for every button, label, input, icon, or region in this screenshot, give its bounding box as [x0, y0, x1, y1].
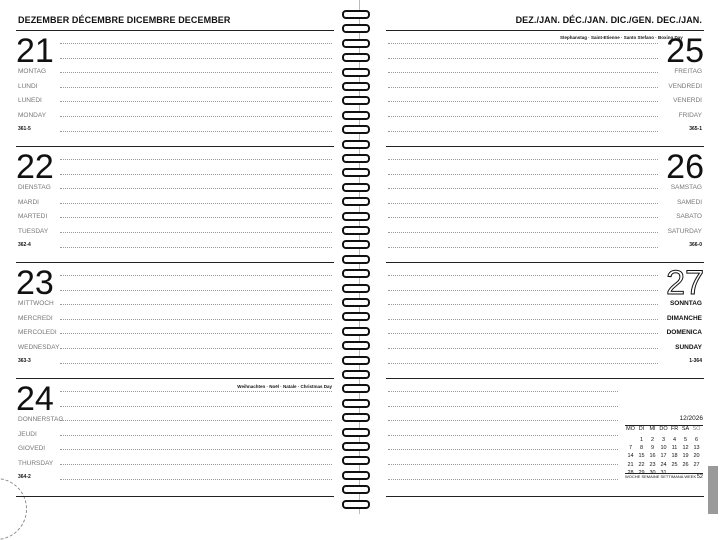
mini-calendar-weekday: DI — [638, 426, 645, 432]
writing-line — [60, 319, 332, 320]
spiral-coil — [342, 197, 370, 206]
writing-line — [60, 116, 332, 117]
spiral-coil — [342, 485, 370, 494]
writing-line — [388, 116, 658, 117]
weekday-name: MERCOLEDI — [18, 329, 57, 337]
day-divider — [16, 146, 334, 147]
writing-line — [60, 101, 332, 102]
mini-calendar-day: 17 — [660, 453, 667, 460]
writing-line — [388, 159, 658, 160]
spiral-coil — [342, 168, 370, 177]
writing-line — [60, 304, 332, 305]
spiral-coil — [342, 183, 370, 192]
mini-calendar-weekday: DO — [659, 426, 668, 432]
writing-line — [388, 131, 658, 132]
day-divider — [16, 30, 334, 31]
weekday-name: MARTEDI — [18, 213, 48, 221]
spiral-coil — [342, 82, 370, 91]
writing-line — [60, 87, 332, 88]
mini-calendar-weekday: FR — [670, 426, 679, 432]
mini-calendar-weekday: SO — [692, 426, 701, 432]
writing-line — [388, 43, 658, 44]
day-number: 25 — [666, 32, 704, 70]
writing-line — [388, 406, 618, 407]
writing-line — [60, 479, 332, 480]
writing-line — [388, 275, 658, 276]
header-left: DEZEMBER DÉCEMBRE DICEMBRE DECEMBER — [18, 15, 231, 25]
spiral-coil — [342, 341, 370, 350]
weekday-name: MONDAY — [18, 111, 47, 119]
writing-line — [60, 290, 332, 291]
weekday-name: DOMENICA — [666, 329, 702, 337]
mini-calendar-day: 30 — [649, 469, 656, 476]
writing-line — [388, 304, 658, 305]
writing-line — [60, 420, 332, 421]
spiral-coil — [342, 111, 370, 120]
writing-line — [388, 479, 618, 480]
spiral-coil — [342, 312, 370, 321]
weekday-name: MONTAG — [18, 68, 47, 75]
spiral-coil — [342, 428, 370, 437]
weekday-name: DIENSTAG — [18, 184, 51, 191]
writing-line — [60, 435, 332, 436]
mini-calendar-day: 18 — [671, 453, 678, 460]
mini-calendar-day: 16 — [649, 453, 656, 460]
spiral-coil — [342, 384, 370, 393]
spiral-coil — [342, 212, 370, 221]
day-of-year-code: 361-5 — [18, 126, 31, 132]
writing-line — [60, 247, 332, 248]
mini-calendar-day: 15 — [638, 453, 645, 460]
writing-line — [60, 464, 332, 465]
day-number: 27 — [666, 264, 704, 302]
spiral-coil — [342, 154, 370, 163]
mini-calendar-day: 14 — [627, 453, 634, 460]
writing-line — [388, 247, 658, 248]
writing-line — [60, 72, 332, 73]
mini-calendar-day: 2 — [650, 437, 655, 443]
mini-calendar-day: 20 — [693, 453, 700, 460]
spiral-coil — [342, 226, 370, 235]
weekday-name: SATURDAY — [667, 227, 702, 235]
writing-line — [60, 174, 332, 175]
spiral-coil — [342, 255, 370, 264]
writing-line — [388, 217, 658, 218]
spiral-coil — [342, 125, 370, 134]
day-number: 26 — [666, 148, 704, 186]
weekday-name: VENDREDI — [668, 82, 702, 90]
writing-line — [388, 333, 658, 334]
writing-line — [388, 290, 658, 291]
writing-line — [60, 159, 332, 160]
mini-calendar-day: 11 — [671, 445, 678, 452]
mini-calendar-weekday: MI — [649, 426, 656, 432]
spiral-coil — [342, 399, 370, 408]
mini-calendar-day: 19 — [682, 453, 689, 460]
mini-calendar-week-footer — [625, 473, 703, 479]
day-divider — [386, 30, 704, 31]
month-index-tab — [708, 466, 718, 514]
writing-line — [388, 391, 618, 392]
mini-calendar-day: 1 — [639, 437, 644, 443]
weekday-name: DIMANCHE — [666, 314, 702, 322]
spiral-coil — [342, 10, 370, 19]
writing-line — [60, 391, 332, 392]
writing-line — [60, 217, 332, 218]
writing-line — [388, 101, 658, 102]
weekday-name: MARDI — [18, 198, 39, 206]
page-bottom-rule — [16, 496, 334, 497]
writing-line — [388, 449, 618, 450]
writing-line — [60, 348, 332, 349]
weekday-name: SONNTAG — [669, 300, 702, 307]
writing-line — [60, 363, 332, 364]
mini-calendar-day: 12 — [682, 445, 689, 452]
spiral-coil — [342, 269, 370, 278]
spiral-coil — [342, 53, 370, 62]
mini-calendar-day: 8 — [639, 445, 644, 452]
mini-calendar-day: 22 — [638, 461, 645, 468]
weekday-name: THURSDAY — [18, 459, 54, 467]
page-bottom-rule — [386, 496, 704, 497]
writing-line — [60, 58, 332, 59]
mini-calendar-day: 3 — [661, 437, 666, 443]
weekday-name: SUNDAY — [675, 343, 702, 351]
mini-calendar-day: 13 — [693, 445, 700, 452]
day-number: 21 — [16, 32, 54, 70]
writing-line — [60, 406, 332, 407]
writing-line — [60, 203, 332, 204]
writing-line — [388, 363, 658, 364]
mini-calendar-day: 9 — [650, 445, 655, 452]
mini-calendar-day: 6 — [694, 437, 699, 443]
spiral-coil — [342, 140, 370, 149]
weekday-name: SABATO — [676, 213, 702, 221]
day-of-year-code: 362-4 — [18, 242, 31, 248]
mini-calendar-day: 25 — [671, 461, 678, 468]
day-divider — [16, 262, 334, 263]
weekday-name: GIOVEDI — [18, 445, 46, 453]
writing-line — [388, 203, 658, 204]
weekday-name: LUNEDI — [18, 97, 42, 105]
weekday-name: SAMEDI — [677, 198, 702, 206]
weekday-name: SAMSTAG — [670, 184, 702, 191]
week-number: 52 — [696, 474, 703, 480]
spiral-coil — [342, 413, 370, 422]
mini-calendar-day: 27 — [693, 461, 700, 468]
writing-line — [388, 72, 658, 73]
day-number: 22 — [16, 148, 54, 186]
holiday-note: Stephanstag · Saint-Etienne · Santo Stefano · Boxing Day — [560, 35, 683, 40]
day-of-year-code: 363-3 — [18, 358, 31, 364]
spiral-coil — [342, 500, 370, 509]
header-right: DEZ./JAN. DÉC./JAN. DIC./GEN. DEC./JAN. — [515, 15, 702, 25]
writing-line — [388, 174, 658, 175]
writing-line — [60, 232, 332, 233]
spiral-coil — [342, 68, 370, 77]
day-divider — [386, 146, 704, 147]
mini-calendar-day: 31 — [660, 469, 667, 476]
mini-calendar-day: 28 — [627, 469, 634, 476]
day-number: 23 — [16, 264, 54, 302]
writing-line — [388, 232, 658, 233]
mini-calendar-day: 10 — [660, 445, 667, 452]
spiral-coil — [342, 327, 370, 336]
spiral-coil — [342, 356, 370, 365]
weekday-name: JEUDI — [18, 430, 37, 438]
mini-calendar-title: 12/2026 — [679, 415, 703, 422]
weekday-name: TUESDAY — [18, 227, 49, 235]
day-of-year-code: 366-0 — [689, 242, 702, 248]
writing-line — [388, 87, 658, 88]
writing-line — [388, 319, 658, 320]
mini-calendar-day: 24 — [660, 461, 667, 468]
writing-line — [60, 333, 332, 334]
day-divider — [16, 378, 334, 379]
day-number: 24 — [16, 380, 54, 418]
spiral-coil — [342, 39, 370, 48]
day-of-year-code: 365-1 — [689, 126, 702, 132]
weekday-name: MITTWOCH — [18, 300, 54, 307]
mini-calendar-weekday: SA — [681, 426, 690, 432]
day-divider — [386, 378, 704, 379]
mini-calendar-day: 26 — [682, 461, 689, 468]
day-of-year-code: 1-364 — [689, 358, 702, 364]
weekday-name: MERCREDI — [18, 314, 53, 322]
mini-calendar-day: 7 — [628, 445, 633, 452]
writing-line — [388, 348, 658, 349]
writing-line — [388, 420, 618, 421]
mini-calendar-day: 29 — [638, 469, 645, 476]
week-label: WOCHE SEMAINE SETTIMANA WEEK — [625, 474, 697, 479]
spiral-coil — [342, 456, 370, 465]
mini-calendar-weekday: MO — [626, 426, 635, 432]
day-of-year-code: 364-2 — [18, 474, 31, 480]
spiral-coil — [342, 240, 370, 249]
holiday-note: Weihnachten · Noël · Natale · Christmas Day — [237, 384, 332, 389]
writing-line — [388, 58, 658, 59]
spiral-binding — [340, 0, 380, 514]
writing-line — [388, 435, 618, 436]
spiral-coil — [342, 471, 370, 480]
writing-line — [60, 449, 332, 450]
mini-calendar-day: 4 — [672, 437, 677, 443]
weekday-name: FRIDAY — [678, 111, 702, 119]
spiral-coil — [342, 284, 370, 293]
writing-line — [60, 188, 332, 189]
writing-line — [388, 464, 618, 465]
spiral-coil — [342, 24, 370, 33]
writing-line — [388, 188, 658, 189]
spiral-coil — [342, 442, 370, 451]
mini-calendar-day: 21 — [627, 461, 634, 468]
writing-line — [60, 131, 332, 132]
day-divider — [386, 262, 704, 263]
writing-line — [60, 43, 332, 44]
weekday-name: FREITAG — [674, 68, 702, 75]
weekday-name: VENERDI — [673, 97, 702, 105]
weekday-name: LUNDI — [18, 82, 38, 90]
weekday-name: DONNERSTAG — [18, 416, 64, 423]
spiral-coil — [342, 370, 370, 379]
spiral-coil — [342, 298, 370, 307]
spiral-coil — [342, 96, 370, 105]
mini-calendar-day: 23 — [649, 461, 656, 468]
weekday-name: WEDNESDAY — [18, 343, 60, 351]
writing-line — [60, 275, 332, 276]
mini-calendar-day: 5 — [683, 437, 688, 443]
